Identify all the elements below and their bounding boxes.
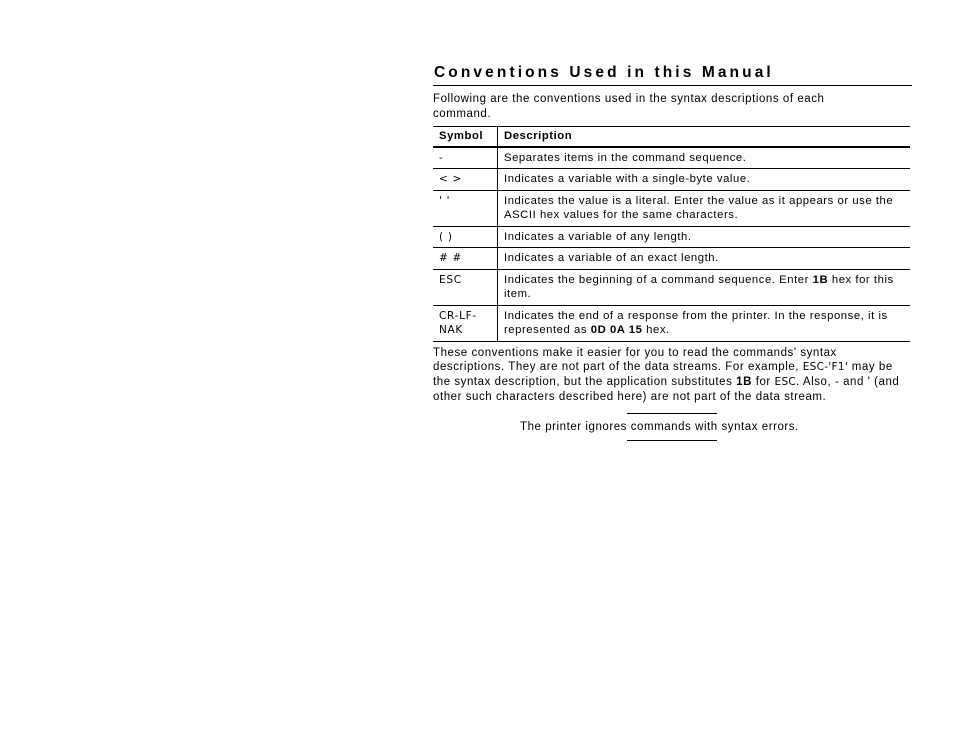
paragraph-text: These conventions make it easier for you to read the commands' syntax descriptions. They are not part of the data streams. For example, [433,346,837,374]
description-cell: Separates items in the command sequence. [498,147,911,169]
table-row [433,169,910,191]
section-title: Conventions Used in this Manual [433,62,912,86]
paragraph-text: for [751,375,775,388]
conventions-table [433,126,910,342]
header-symbol: Symbol [433,127,498,147]
symbol-cell: ( ) [433,226,498,248]
table-header-row [433,127,910,147]
hex-value: 0D 0A 15 [590,324,643,336]
hex-value: 1B [736,375,752,388]
symbol-cell: ' ' [433,190,498,226]
intro-paragraph: Following are the conventions used in the syntax descriptions of each command. [433,93,825,120]
symbol-cell: CR-LF-NAK [433,305,498,341]
table-row [433,147,910,169]
page-content [433,62,912,441]
table-row [433,226,910,248]
description-text: hex for this item. [504,273,894,300]
table-row [433,190,910,226]
description-text: Indicates the end of a response from the printer. In the response, it is represented as [504,309,888,336]
description-cell: Indicates a variable with a single-byte value. [498,169,911,191]
description-cell: Indicates a variable of an exact length. [498,248,911,270]
symbol-cell: # # [433,248,498,270]
symbol-cell: < > [433,169,498,191]
explanation-paragraph [433,346,903,405]
description-cell: Indicates a variable of any length. [498,226,911,248]
table-row [433,248,910,270]
hex-value: 1B [812,273,829,286]
header-description: Description [498,127,911,147]
description-text: hex. [642,324,670,336]
note-top-rule [627,413,717,414]
note-text: The printer ignores commands with syntax errors. [520,421,799,434]
description-cell: Indicates the value is a literal. Enter the value as it appears or use the ASCII hex values for the same characters. [498,190,911,226]
paragraph-text: may be the syntax description, but the application substitutes [433,361,893,388]
description-text: Indicates the beginning of a command sequence. Enter [504,273,813,286]
symbol-cell: - [433,147,498,169]
syntax-example: ESC-'F1' [802,361,849,374]
description-cell [498,305,911,341]
symbol-cell: ESC [433,269,498,305]
note-bottom-rule [627,440,717,441]
table-row [433,269,910,305]
paragraph-text: . Also, - and ' (and other such characters described here) are not part of the data stream. [433,375,900,403]
syntax-example: ESC [774,375,797,388]
description-cell [498,269,911,305]
table-row [433,305,910,341]
